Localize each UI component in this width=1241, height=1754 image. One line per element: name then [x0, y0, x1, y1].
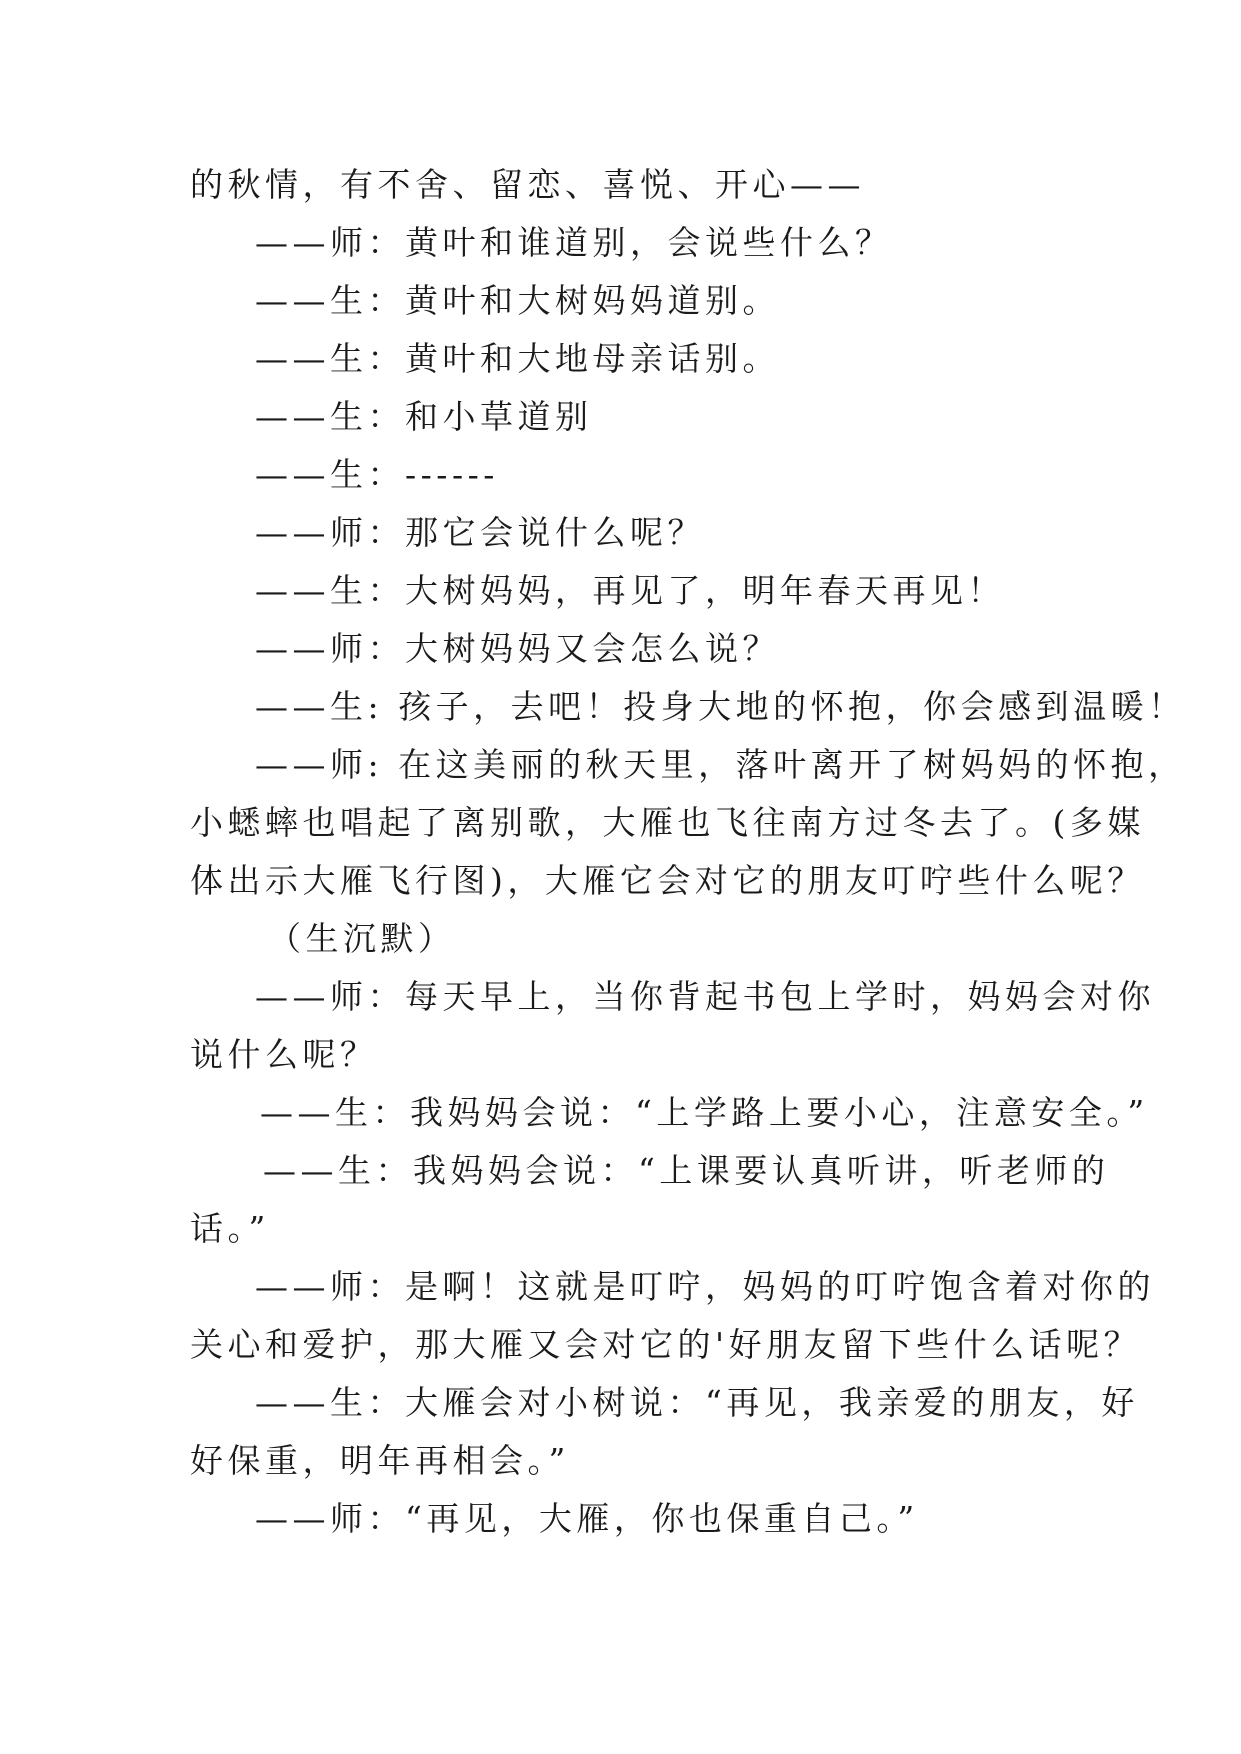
dialogue-line: ——生：黄叶和大地母亲话别。 [255, 339, 780, 378]
dialogue-line: ——师: 在这美丽的秋天里，落叶离开了树妈妈的怀抱， [255, 745, 1186, 784]
dialogue-line: ——生：大树妈妈，再见了，明年春天再见！ [255, 571, 1005, 610]
dialogue-line: ——生：大雁会对小树说：“再见，我亲爱的朋友，好 [255, 1383, 1139, 1422]
paragraph-line: 的秋情，有不舍、留恋、喜悦、开心—— [190, 165, 865, 204]
paragraph-line: 好保重，明年再相会。” [190, 1441, 570, 1480]
paragraph-line: 小蟋蟀也唱起了离别歌，大雁也飞往南方过冬去了。(多媒 [190, 803, 1145, 842]
dialogue-line: ——生：我妈妈会说：“上课要认真听讲，听老师的 [263, 1151, 1110, 1190]
dialogue-line: ——生：黄叶和大树妈妈道别。 [255, 281, 780, 320]
dialogue-line: ——生：和小草道别 [255, 397, 593, 436]
dialogue-line: ——生: 孩子，去吧！投身大地的怀抱，你会感到温暖！ [255, 687, 1186, 726]
dialogue-line: ——生：------ [255, 455, 499, 494]
paragraph-line: 体出示大雁飞行图)，大雁它会对它的朋友叮咛些什么呢？ [190, 861, 1145, 900]
dialogue-line: ——师：黄叶和谁道别，会说些什么？ [255, 223, 893, 262]
paragraph-line: 话。” [190, 1209, 270, 1248]
paragraph-line: 说什么呢？ [190, 1035, 378, 1074]
paragraph-line: 关心和爱护，那大雁又会对它的'好朋友留下些什么话呢？ [190, 1325, 1142, 1364]
dialogue-line: ——生：我妈妈会说：“上学路上要小心，注意安全。” [260, 1093, 1149, 1132]
dialogue-line: ——师：那它会说什么呢？ [255, 513, 705, 552]
dialogue-line: ——师：每天早上，当你背起书包上学时，妈妈会对你 [255, 977, 1155, 1016]
stage-direction: （生沉默） [268, 919, 456, 958]
dialogue-line: ——师：“再见，大雁，你也保重自己。” [255, 1499, 919, 1538]
dialogue-line: ——师：是啊！这就是叮咛，妈妈的叮咛饱含着对你的 [255, 1267, 1155, 1306]
dialogue-line: ——师：大树妈妈又会怎么说？ [255, 629, 780, 668]
